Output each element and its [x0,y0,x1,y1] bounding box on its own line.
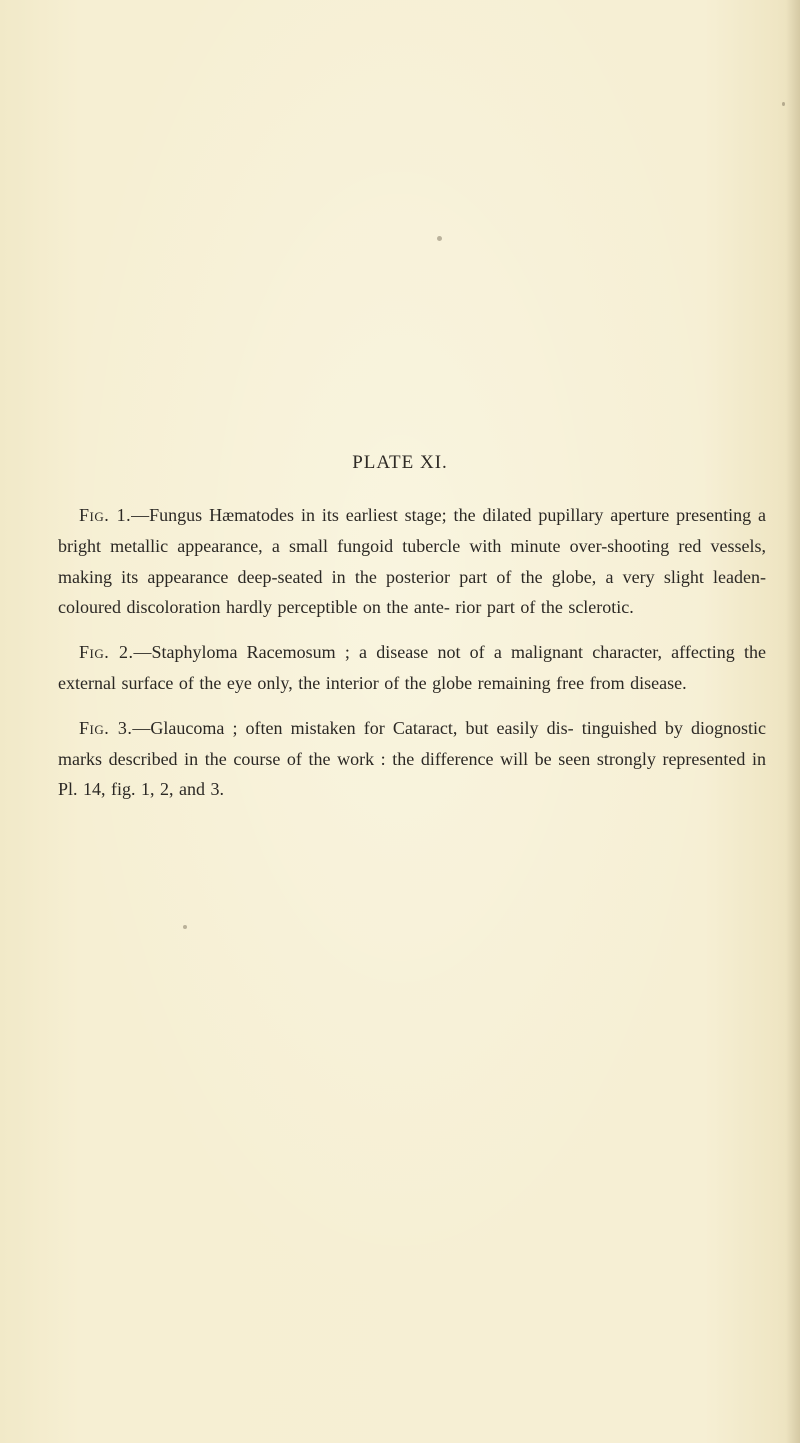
figure-2-description [58,637,766,699]
paper-speck [437,236,442,241]
plate-title: PLATE XI. [352,452,448,473]
figure-1-label: Fig. 1. [79,505,132,525]
figure-2-label: Fig. 2. [79,642,134,663]
figure-descriptions [58,500,766,819]
figure-3-label: Fig. 3. [79,717,133,738]
page-edge-shadow [786,0,800,1443]
paper-speck [183,925,187,929]
figure-3-text: —Glaucoma ; often mistaken for Cataract, but easily dis- tinguished by diognostic marks described in the course of the work : the difference will be seen strongly represented in Pl. 14, fig. 1, 2, and 3. [58,717,767,800]
figure-2-text: —Staphyloma Racemosum ; a disease not of a malignant character, affecting the external surface of the eye only, the interior of the globe remaining free from disease. [58,642,767,693]
figure-3-description [58,713,766,805]
figure-1-text: —Fungus Hæmatodes in its earliest stage; the dilated pupillary aperture presenting a bright metallic appearance, a small fungoid tubercle with minute over-shooting red vessels, making its appearance deep-seated in the posterior part of the globe, a very slight leaden-coloured discoloration hardly perceptible on the ante- rior part of the sclerotic. [58,505,766,618]
figure-1-description [58,500,766,623]
paper-speck [782,102,785,106]
